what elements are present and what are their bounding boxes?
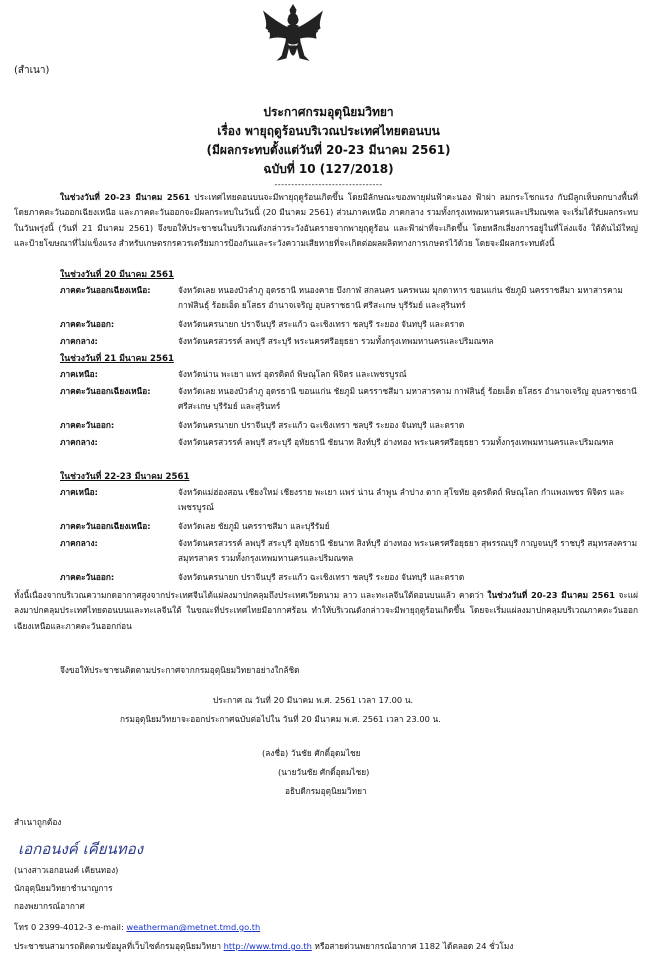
web-suffix-text: หรือสายด่วนพยากรณ์อากาศ 1182 ได้ตลอด 24 ชั่วโมง bbox=[311, 941, 514, 951]
phone-text: โทร 0 2399-4012-3 e-mail: bbox=[14, 922, 127, 932]
signer-position: อธิบดีกรมอุตุนิยมวิทยา bbox=[285, 786, 367, 796]
region-provinces: จังหวัดนครนายก ปราจีนบุรี สระแก้ว ฉะเชิงเทรา ชลบุรี ระยอง จันทบุรี และตราด bbox=[178, 319, 465, 329]
region-provinces: จังหวัดเลย ชัยภูมิ นครราชสีมา และบุรีรัมย์ bbox=[178, 521, 330, 531]
section-title: ในช่วงวันที่ 20 มีนาคม 2561 bbox=[60, 270, 174, 280]
region-label: ภาคตะวันออก: bbox=[60, 572, 115, 582]
closing-text-1: ทั้งนี้เนื่องจากบริเวณความกดอากาศสูงจากประเทศจีนได้แผ่ลงมาปกคลุมถึงประเทศเวียดนาม ลาว และทะเลจีนใต้ตอนบนแล้ว คาดว่า bbox=[14, 590, 488, 600]
announced-date: ประกาศ ณ วันที่ 20 มีนาคม พ.ศ. 2561 เวลา 17.00 น. bbox=[213, 695, 414, 705]
certifier-division: กองพยากรณ์อากาศ bbox=[14, 901, 85, 911]
region-label: ภาคกลาง: bbox=[60, 336, 98, 346]
closing-paragraph bbox=[14, 588, 638, 634]
signed-line: (ลงชื่อ) วันชัย ศักดิ์อุดมไชย bbox=[262, 748, 361, 758]
copy-label: (สำเนา) bbox=[14, 65, 50, 76]
region-provinces: จังหวัดนครสวรรค์ ลพบุรี สระบุรี อุทัยธานี ชัยนาท สิงห์บุรี อ่างทอง พระนครศรีอยุธยา สุพรรณบุรี กาญจนบุรี ราชบุรี สมุทรสงคราม สมุทรสาคร รวมทั้งกรุงเทพมหานครและปริมณฑล bbox=[178, 538, 638, 564]
region-provinces: จังหวัดเลย หนองบัวลำภู อุดรธานี หนองคาย บึงกาฬ สกลนคร นครพนม มุกดาหาร ขอนแก่น ชัยภูมิ นครราชสีมา มหาสารคาม กาฬสินธุ์ ร้อยเอ็ด ยโสธร อำนาจเจริญ อุบลราชธานี ศรีสะเกษ บุรีรัมย์ และสุรินทร์ bbox=[178, 285, 623, 311]
web-prefix-text: ประชาชนสามารถติดตามข้อมูลที่เว็บไซต์กรมอุตุนิยมวิทยา bbox=[14, 941, 224, 951]
contact-phone-line bbox=[14, 920, 260, 934]
handwritten-signature-icon bbox=[14, 835, 174, 863]
region-provinces: จังหวัดนครสวรรค์ ลพบุรี สระบุรี อุทัยธานี ชัยนาท สิงห์บุรี อ่างทอง พระนครศรีอยุธยา รวมทั้งกรุงเทพมหานครและปริมณฑล bbox=[178, 437, 614, 447]
handwritten-name: เอกอนงค์ เคียนทอง bbox=[18, 840, 144, 858]
intro-paragraph bbox=[14, 190, 638, 251]
region-provinces: จังหวัดนครนายก ปราจีนบุรี สระแก้ว ฉะเชิงเทรา ชลบุรี ระยอง จันทบุรี และตราด bbox=[178, 572, 465, 582]
certifier-name: (นางสาวเอกอนงค์ เคียนทอง) bbox=[14, 865, 119, 875]
certified-label: สำเนาถูกต้อง bbox=[14, 817, 62, 827]
effective-period: (มีผลกระทบตั้งแต่วันที่ 20-23 มีนาคม 2561) bbox=[206, 143, 451, 157]
region-label: ภาคเหนือ: bbox=[60, 487, 98, 497]
signer-name: (นายวันชัย ศักดิ์อุดมไชย) bbox=[278, 767, 370, 777]
region-provinces: จังหวัดนครสวรรค์ ลพบุรี สระบุรี พระนครศรีอยุธยา รวมทั้งกรุงเทพมหานครและปริมณฑล bbox=[178, 336, 494, 346]
announcement-subject: เรื่อง พายุฤดูร้อนบริเวณประเทศไทยตอนบน bbox=[217, 124, 440, 138]
region-provinces: จังหวัดเลย หนองบัวลำภู อุดรธานี ขอนแก่น ชัยภูมิ นครราชสีมา มหาสารคาม กาฬสินธุ์ ร้อยเอ็ด ยโสธร อำนาจเจริญ อุบลราชธานี ศรีสะเกษ บุรีรัมย์ และสุรินทร์ bbox=[178, 386, 637, 412]
section-title: ในช่วงวันที่ 21 มีนาคม 2561 bbox=[60, 354, 174, 364]
region-label: ภาคตะวันออก: bbox=[60, 319, 115, 329]
garuda-emblem-icon bbox=[258, 2, 328, 66]
region-provinces: จังหวัดนครนายก ปราจีนบุรี สระแก้ว ฉะเชิงเทรา ชลบุรี ระยอง จันทบุรี และตราด bbox=[178, 420, 465, 430]
closing-text-2: จะแผ่ลงมาปกคลุมประเทศไทยตอนบนและทะเลจีนใต้ ในขณะที่ประเทศไทยมีอากาศร้อน ทำให้บริเวณดังกล่าวจะมีพายุฤดูร้อนเกิดขึ้น โดยจะเริ่มแผ่ลงมาปกคลุมบริเวณภาคตะวันออกเฉียงเหนือและภาคตะวันออกก่อน bbox=[14, 590, 638, 631]
intro-lead: ในช่วงวันที่ 20-23 มีนาคม 2561 bbox=[60, 192, 190, 202]
email-link[interactable]: weatherman@metnet.tmd.go.th bbox=[126, 922, 261, 932]
region-label: ภาคตะวันออกเฉียงเหนือ: bbox=[60, 386, 151, 396]
website-link[interactable]: http://www.tmd.go.th bbox=[223, 941, 312, 951]
next-issue: กรมอุตุนิยมวิทยาจะออกประกาศฉบับต่อไปใน วันที่ 20 มีนาคม พ.ศ. 2561 เวลา 23.00 น. bbox=[120, 714, 441, 724]
separator-line: -------------------------------- bbox=[274, 180, 383, 189]
region-label: ภาคกลาง: bbox=[60, 538, 98, 548]
region-provinces: จังหวัดแม่ฮ่องสอน เชียงใหม่ เชียงราย พะเยา แพร่ น่าน ลำพูน ลำปาง ตาก สุโขทัย อุตรดิตถ์ พิษณุโลก กำแพงเพชร พิจิตร และเพชรบูรณ์ bbox=[178, 487, 625, 513]
certifier-position: นักอุตุนิยมวิทยาชำนาญการ bbox=[14, 883, 113, 893]
region-label: ภาคตะวันออก: bbox=[60, 420, 115, 430]
announcement-title: ประกาศกรมอุตุนิยมวิทยา bbox=[263, 105, 394, 119]
issue-number: ฉบับที่ 10 (127/2018) bbox=[263, 162, 394, 176]
section-title: ในช่วงวันที่ 22-23 มีนาคม 2561 bbox=[60, 472, 190, 482]
closing-bold: ในช่วงวันที่ 20-23 มีนาคม 2561 bbox=[487, 590, 615, 600]
region-label: ภาคตะวันออกเฉียงเหนือ: bbox=[60, 285, 151, 295]
intro-text: ประเทศไทยตอนบนจะมีพายุฤดูร้อนเกิดขึ้น โดยมีลักษณะของพายุฝนฟ้าคะนอง ฟ้าผ่า ลมกระโชกแรง กับมีลูกเห็บตกบางพื้นที่ โดยภาคตะวันออกเฉียงเหนือ และภาคตะวันออกจะมีผลกระทบในวันนี้ (20 มีนาคม 2561) ส่วนภาคเหนือ ภาคกลาง รวมทั้งกรุงเทพมหานครและปริมณฑล จะเริ่มได้รับผลกระทบในวันพรุ่งนี้ (วันที่ 21 มีนาคม 2561) จึงขอให้ประชาชนในบริเวณดังกล่าวระวังอันตรายจากพายุฤดูร้อน และฟ้าผ่าที่จะเกิดขึ้น โดยหลีกเลี่ยงการอยู่ในที่โล่งแจ้ง ใต้ต้นไม้ใหญ่ และป้ายโฆษณาที่ไม่แข็งแรง สำหรับเกษตรกรควรเตรียมการป้องกันและระวังความเสียหายที่จะเกิดต่อผลผลิตทางการเกษตรไว้ด้วย โดยจะมีผลกระทบดังนี้ bbox=[14, 192, 638, 248]
region-label: ภาคเหนือ: bbox=[60, 369, 98, 379]
region-provinces: จังหวัดน่าน พะเยา แพร่ อุตรดิตถ์ พิษณุโลก พิจิตร และเพชรบูรณ์ bbox=[178, 369, 407, 379]
region-label: ภาคตะวันออกเฉียงเหนือ: bbox=[60, 521, 151, 531]
contact-web-line bbox=[14, 939, 513, 953]
advice-text: จึงขอให้ประชาชนติดตามประกาศจากกรมอุตุนิยมวิทยาอย่างใกล้ชิด bbox=[60, 665, 300, 675]
region-label: ภาคกลาง: bbox=[60, 437, 98, 447]
